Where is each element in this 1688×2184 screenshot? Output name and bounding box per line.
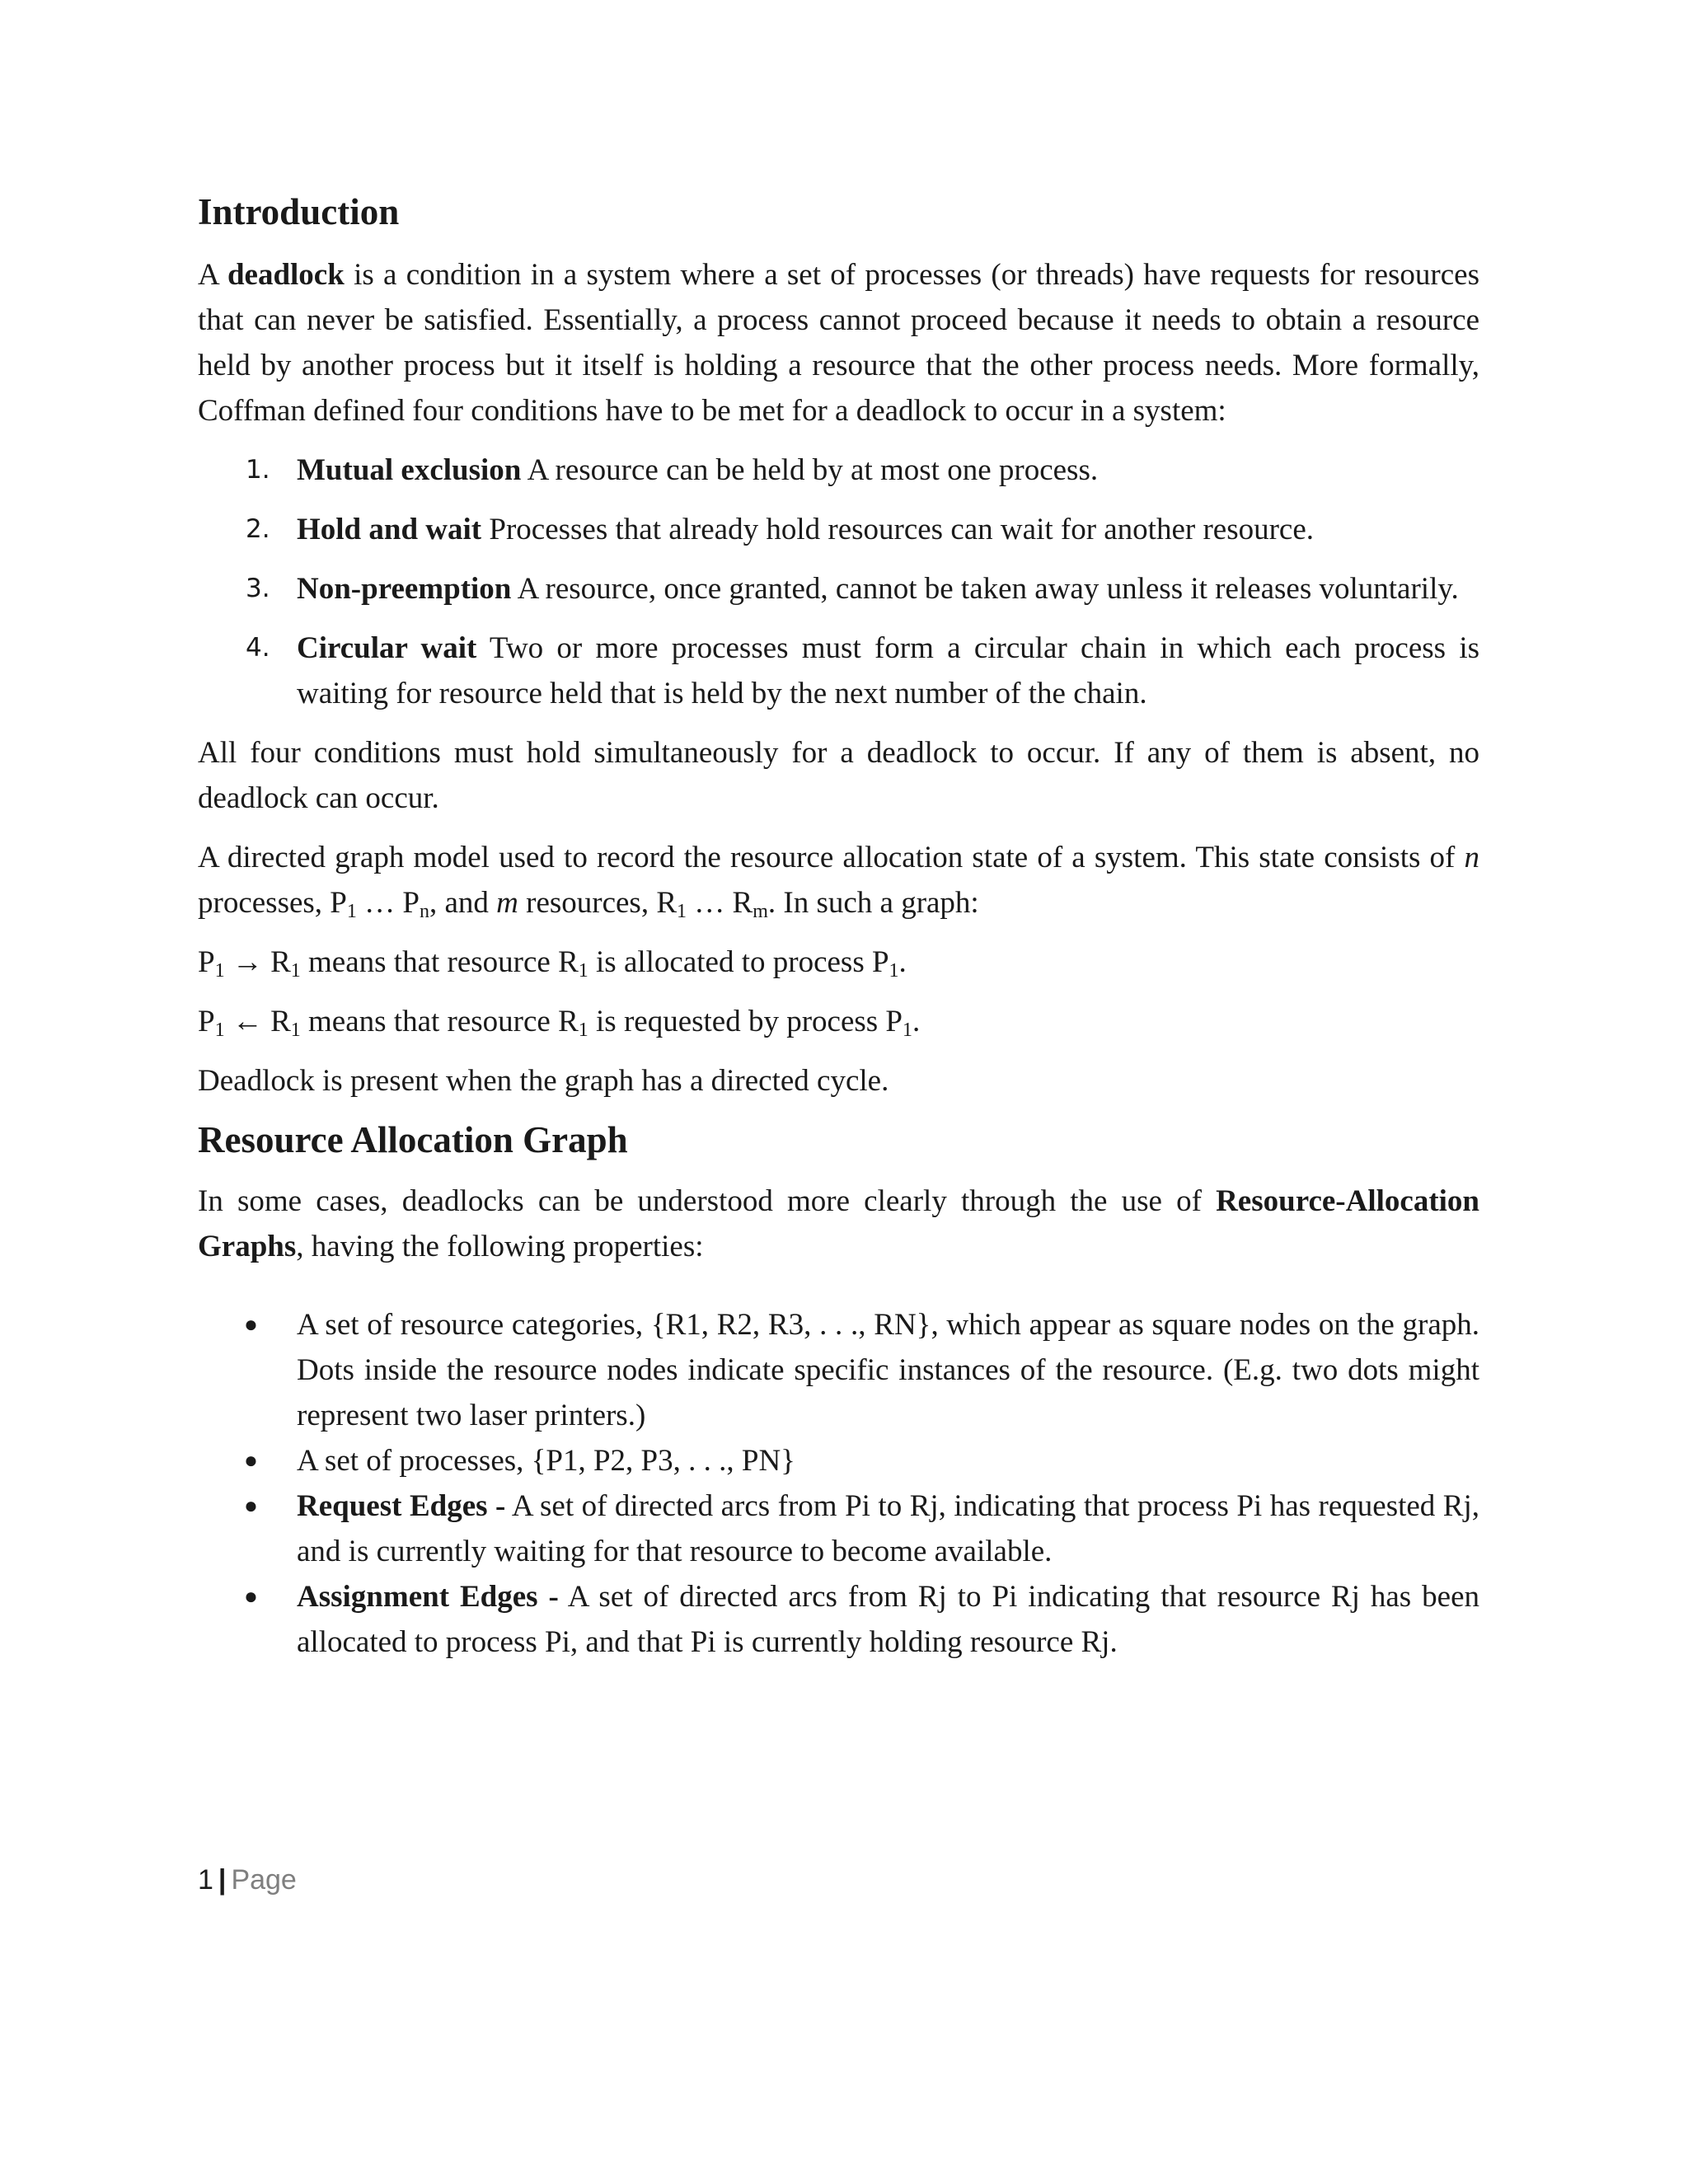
directed-cycle-paragraph: Deadlock is present when the graph has a directed cycle.	[198, 1064, 889, 1098]
list-item: 4. Circular wait Two or more processes must form a circular chain in which each process is waiting for resource held that is held by the next number of the chain.	[246, 631, 1479, 710]
list-item: ● A set of resource categories, {R1, R2, R3, . . ., RN}, which appear as square nodes on the graph. Dots inside the resource nodes indicate specific instances of the resource. (E.g. two dots might represent two laser printers.)	[198, 1302, 1479, 1438]
page-number: 1	[198, 1864, 213, 1896]
footer-separator: |	[218, 1864, 227, 1896]
list-item: 2. Hold and wait Processes that already hold resources can wait for another resource.	[246, 513, 1315, 546]
list-item: ● Request Edges - A set of directed arcs from Pi to Rj, indicating that process Pi has requested Rj, and is currently waiting for that resource to become available.	[198, 1483, 1479, 1574]
request-edge-line: $P_1$ ← $R_1$ means that resource $R_1$ is requested by process $P_1$.	[198, 1005, 921, 1041]
list-item: 1. Mutual exclusion A resource can be held by at most one process.	[246, 453, 1099, 487]
directed-graph-paragraph: A directed graph model used to record the resource allocation state of a system. This state consists of n processes, $P_1$ … $P_n$, and m resources, $R_1$ … $R_m$. In such a graph:	[198, 841, 1479, 922]
footer-page-label: Page	[231, 1864, 297, 1896]
bullet-icon: ●	[244, 1312, 258, 1338]
page-footer	[198, 1864, 297, 1896]
term-resource-allocation-graphs: Resource-Allocation Graphs	[198, 1184, 1479, 1263]
heading-resource-allocation-graph: Resource Allocation Graph	[198, 1119, 628, 1160]
heading-introduction: Introduction	[198, 191, 400, 232]
list-item: ● Assignment Edges - A set of directed arcs from Rj to Pi indicating that resource Rj has been allocated to process Pi, and that Pi is currently holding resource Rj.	[198, 1574, 1479, 1665]
document-page	[198, 190, 1479, 1665]
allocation-edge-line: $P_1 \to R_1$ means that resource $R_1$ is allocated to process $P_1$.	[198, 945, 907, 982]
bullet-icon: ●	[244, 1493, 258, 1519]
term-deadlock: deadlock	[227, 258, 345, 292]
coffman-conditions-list	[198, 448, 1479, 716]
list-item: ● A set of processes, {P1, P2, P3, . . ., PN}	[198, 1438, 1479, 1483]
rag-properties-list	[198, 1302, 1479, 1665]
list-item: 3. Non-preemption A resource, once granted, cannot be taken away unless it releases voluntarily.	[246, 572, 1459, 606]
bullet-icon: ●	[244, 1584, 258, 1610]
bullet-icon: ●	[244, 1448, 258, 1474]
rag-intro-paragraph: In some cases, deadlocks can be understood more clearly through the use of Resource-Allocation Graphs, having the following properties:	[198, 1184, 1479, 1263]
deadlock-definition-paragraph: A deadlock is a condition in a system where a set of processes (or threads) have requests for resources that can never be satisfied. Essentially, a process cannot proceed because it needs to obtain a resource held by another process but it itself is holding a resource that the other process needs. More formally, Coffman defined four conditions have to be met for a deadlock to occur in a system:	[198, 258, 1479, 428]
simultaneous-conditions-paragraph: All four conditions must hold simultaneously for a deadlock to occur. If any of them is absent, no deadlock can occur.	[198, 736, 1479, 815]
